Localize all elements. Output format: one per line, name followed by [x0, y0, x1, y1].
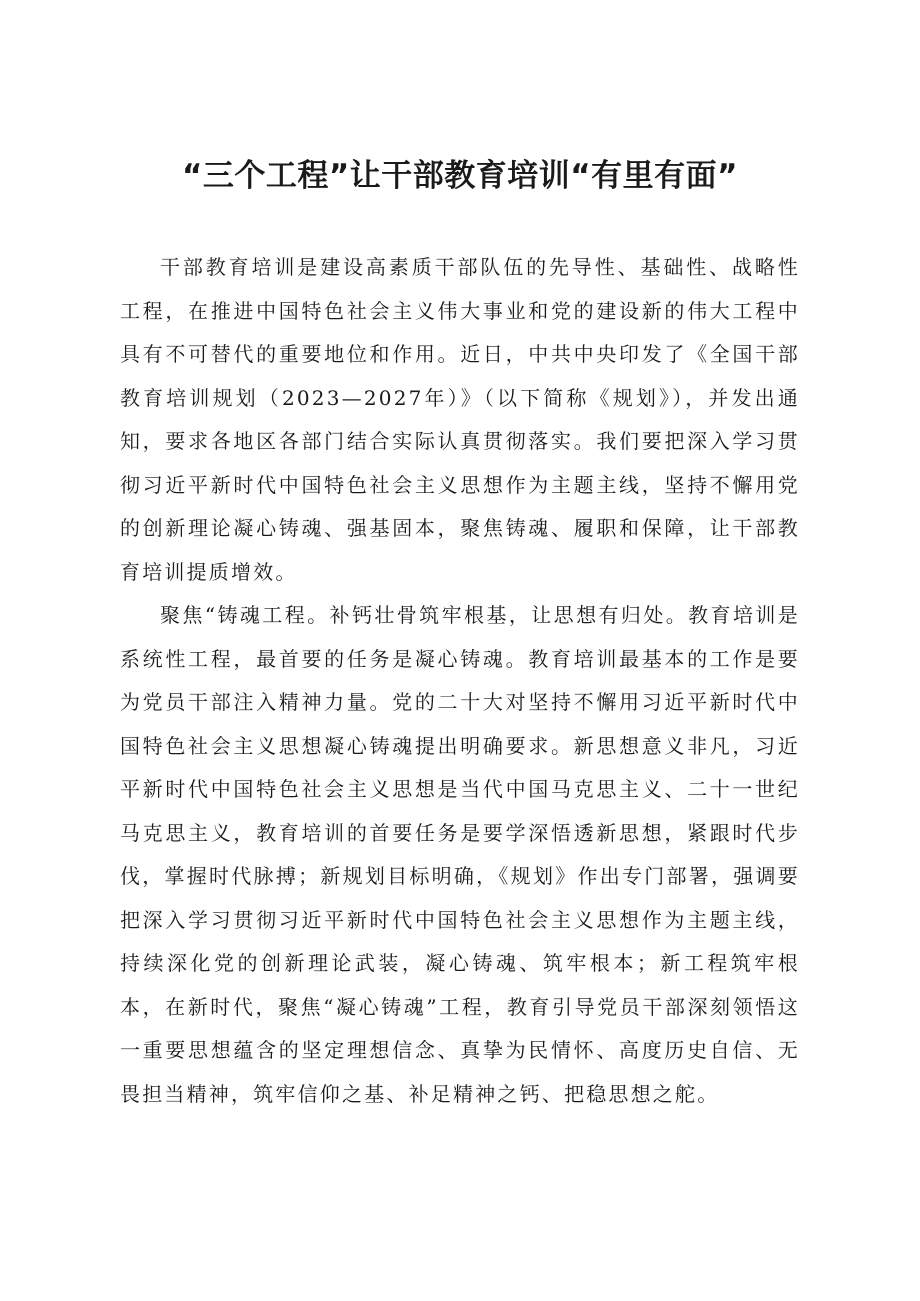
document-body: [120, 246, 800, 1116]
document-title: “三个工程”让干部教育培训“有里有面”: [182, 158, 738, 194]
paragraph-intro: 干部教育培训是建设高素质干部队伍的先导性、基础性、战略性工程，在推进中国特色社会主义伟大事业和党的建设新的伟大工程中具有不可替代的重要地位和作用。近日，中共中央印发了《全国干部教育培训规划（2023—2027年）》（以下简称《规划》），并发出通知，要求各地区各部门结合实际认真贯彻落实。我们要把深入学习贯彻习近平新时代中国特色社会主义思想作为主题主线，坚持不懈用党的创新理论凝心铸魂、强基固本，聚焦铸魂、履职和保障，让干部教育培训提质增效。: [120, 255, 800, 584]
paragraph-soul-casting-project: 聚焦“铸魂工程。补钙壮骨筑牢根基，让思想有归处。教育培训是系统性工程，最首要的任务是凝心铸魂。教育培训最基本的工作是要为党员干部注入精神力量。党的二十大对坚持不懈用习近平新时代中国特色社会主义思想凝心铸魂提出明确要求。新思想意义非凡，习近平新时代中国特色社会主义思想是当代中国马克思主义、二十一世纪马克思主义，教育培训的首要任务是要学深悟透新思想，紧跟时代步伐，掌握时代脉搏；新规划目标明确，《规划》作出专门部署，强调要把深入学习贯彻习近平新时代中国特色社会主义思想作为主题主线，持续深化党的创新理论武装，凝心铸魂、筑牢根本；新工程筑牢根本，在新时代，聚焦“凝心铸魂”工程，教育引导党员干部深刻领悟这一重要思想蕴含的坚定理想信念、真挚为民情怀、高度历史自信、无畏担当精神，筑牢信仰之基、补足精神之钙、把稳思想之舵。: [120, 603, 800, 1106]
